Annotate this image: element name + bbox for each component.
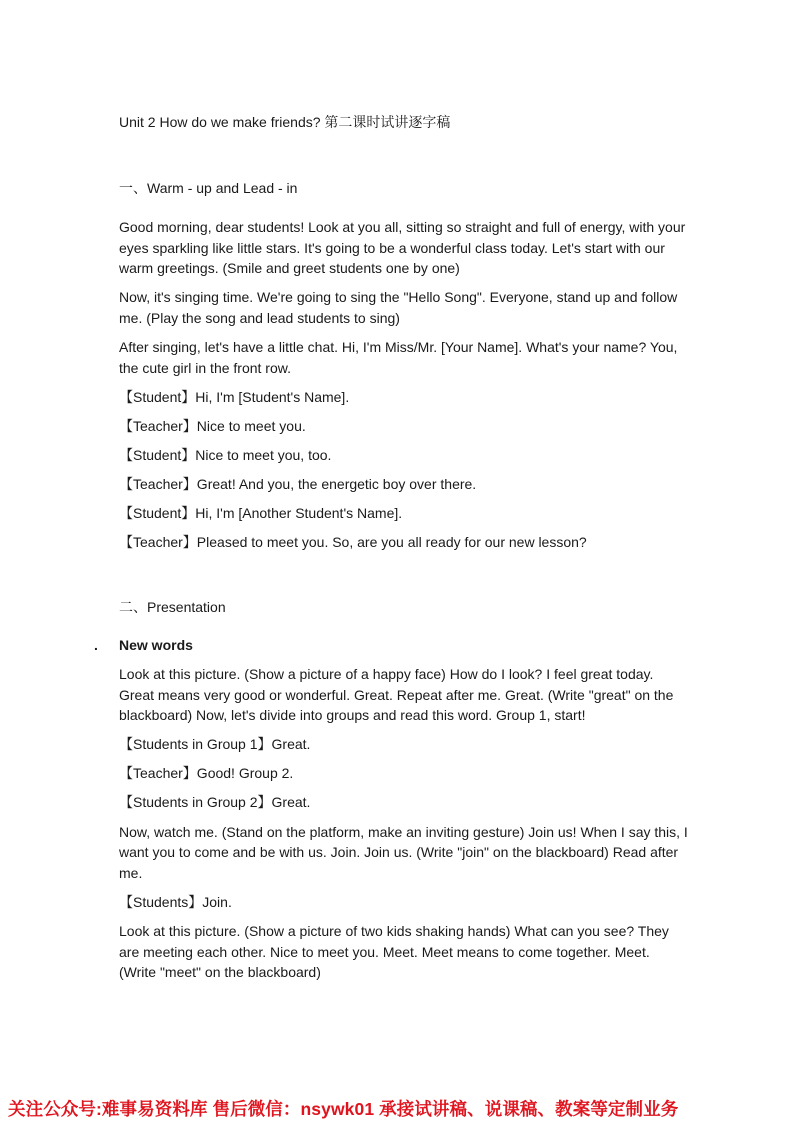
dialogue-line: 【Student】Nice to meet you, too. [119,446,332,463]
dialogue-line: 【Students in Group 1】Great. [119,736,311,753]
dialogue-line: 【Students in Group 2】Great. [119,794,311,811]
section-heading-presentation: 二、Presentation [119,599,226,615]
subsection-new-words [94,636,193,654]
section-presentation-body [119,664,689,991]
dialogue-line: 【Teacher】Pleased to meet you. So, are you all ready for our new lesson? [119,534,587,551]
dialogue-line: 【Student】Hi, I'm [Another Student's Name]. [119,505,403,522]
subsection-heading: New words [119,637,193,653]
paragraph: Look at this picture. (Show a picture of a happy face) How do I look? I feel great today. Great means very good or wonderful. Great. Repeat after me. Great. (Write "great" on the blackboard) Now, let's divide into groups and read this word. Group 1, start! [119,666,674,724]
bullet-marker: . [94,637,98,653]
dialogue-line: 【Students】Join. [119,893,232,910]
paragraph: Look at this picture. (Show a picture of two kids shaking hands) What can you see? They are meeting each other. Nice to meet you. Meet. Meet means to come together. Meet. (Write "meet" on the blackboard) [119,922,669,981]
dialogue-line: 【Student】Hi, I'm [Student's Name]. [119,388,350,405]
dialogue-line: 【Teacher】Good! Group 2. [119,765,294,782]
promo-footer: 关注公众号:难事易资料库 售后微信：nsywk01 承接试讲稿、说课稿、教案等定制业务 [8,1099,679,1119]
paragraph: After singing, let's have a little chat. Hi, I'm Miss/Mr. [Your Name]. What's your name? You, the cute girl in the front row. [119,338,678,376]
dialogue-line: 【Teacher】Great! And you, the energetic boy over there. [119,475,477,492]
paragraph: Now, it's singing time. We're going to sing the "Hello Song". Everyone, stand up and follow me. (Play the song and lead students to sing) [119,289,678,326]
document-title: Unit 2 How do we make friends? 第二课时试讲逐字稿 [119,114,451,130]
section-warm-up-body [119,217,689,561]
dialogue-line: 【Teacher】Nice to meet you. [119,417,306,434]
paragraph: Good morning, dear students! Look at you all, sitting so straight and full of energy, with your eyes sparkling like little stars. It's going to be a wonderful class today. Let's start with our warm greetings. (Smile and greet students one by one) [119,219,686,277]
paragraph: Now, watch me. (Stand on the platform, make an inviting gesture) Join us! When I say this, I want you to come and be with us. Join. Join us. (Write "join" on the blackboard) Read after me. [119,823,688,881]
section-heading-warm-up: 一、Warm - up and Lead - in [119,180,298,196]
